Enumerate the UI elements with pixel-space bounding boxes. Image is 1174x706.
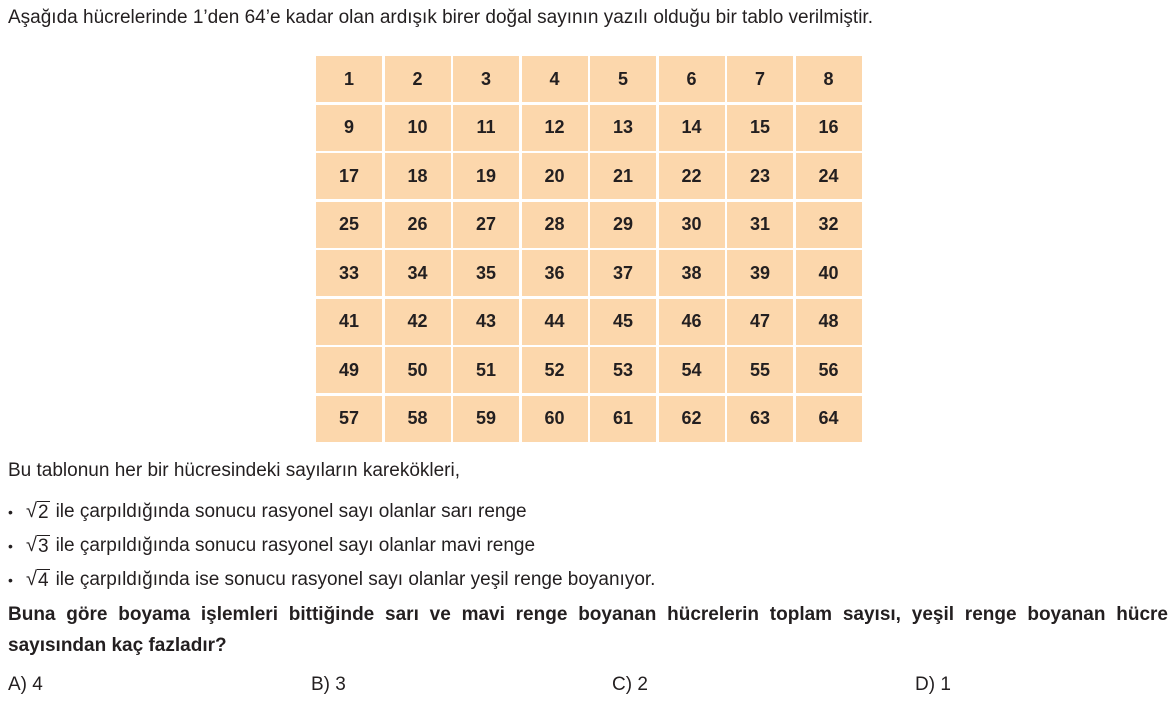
condition-item [8,529,655,563]
table-cell: 8 [796,56,862,102]
sqrt-expression [26,535,50,558]
table-cell: 1 [316,56,382,102]
table-cell: 44 [522,299,588,345]
number-table [316,56,862,442]
table-cell: 37 [590,250,656,296]
table-cell: 29 [590,202,656,248]
table-cell: 38 [659,250,725,296]
table-cell: 18 [385,153,451,199]
bullet-icon: • [8,538,13,554]
table-cell: 22 [659,153,725,199]
radicand: 2 [37,501,49,523]
radicand: 3 [37,535,49,557]
sqrt-expression [26,501,50,524]
table-cell: 60 [522,396,588,442]
table-cell: 52 [522,347,588,393]
condition-item [8,563,655,597]
option-d[interactable]: D) 1 [915,674,951,695]
sqrt-icon: √ [26,533,37,556]
table-cell: 24 [796,153,862,199]
table-cell: 47 [727,299,793,345]
table-cell: 62 [659,396,725,442]
table-cell: 25 [316,202,382,248]
table-cell: 48 [796,299,862,345]
condition-text: ile çarpıldığında sonucu rasyonel sayı olanlar mavi renge [55,535,536,556]
table-cell: 15 [727,105,793,151]
table-cell: 58 [385,396,451,442]
table-cell: 46 [659,299,725,345]
table-cell: 51 [453,347,519,393]
table-cell: 35 [453,250,519,296]
condition-list [8,495,655,597]
table-cell: 6 [659,56,725,102]
table-cell: 14 [659,105,725,151]
table-cell: 43 [453,299,519,345]
condition-item [8,495,655,529]
bullet-icon: • [8,572,13,588]
table-cell: 30 [659,202,725,248]
table-cell: 11 [453,105,519,151]
table-cell: 40 [796,250,862,296]
lead-text: Bu tablonun her bir hücresindeki sayıların karekökleri, [8,460,461,481]
table-cell: 64 [796,396,862,442]
table-cell: 28 [522,202,588,248]
option-b[interactable]: B) 3 [311,674,346,695]
table-cell: 2 [385,56,451,102]
table-cell: 10 [385,105,451,151]
table-cell: 54 [659,347,725,393]
table-cell: 45 [590,299,656,345]
table-cell: 16 [796,105,862,151]
sqrt-icon: √ [26,567,37,590]
sqrt-icon: √ [26,499,37,522]
table-cell: 61 [590,396,656,442]
table-cell: 7 [727,56,793,102]
table-cell: 50 [385,347,451,393]
table-cell: 56 [796,347,862,393]
question-text: Buna göre boyama işlemleri bittiğinde sarı ve mavi renge boyanan hücrelerin toplam sayısı, yeşil renge boyanan hücre sayısından kaç fazladır? [8,604,1168,656]
table-cell: 32 [796,202,862,248]
table-cell: 63 [727,396,793,442]
table-cell: 41 [316,299,382,345]
table-cell: 26 [385,202,451,248]
table-cell: 34 [385,250,451,296]
table-cell: 36 [522,250,588,296]
table-cell: 20 [522,153,588,199]
table-cell: 57 [316,396,382,442]
table-cell: 31 [727,202,793,248]
table-cell: 13 [590,105,656,151]
condition-text: ile çarpıldığında ise sonucu rasyonel sayı olanlar yeşil renge boyanıyor. [55,569,656,590]
table-cell: 21 [590,153,656,199]
table-cell: 9 [316,105,382,151]
table-cell: 27 [453,202,519,248]
table-cell: 42 [385,299,451,345]
table-cell: 12 [522,105,588,151]
bullet-icon: • [8,504,13,520]
table-cell: 5 [590,56,656,102]
table-cell: 3 [453,56,519,102]
table-cell: 59 [453,396,519,442]
table-cell: 49 [316,347,382,393]
option-c[interactable]: C) 2 [612,674,648,695]
table-cell: 55 [727,347,793,393]
table-cell: 23 [727,153,793,199]
table-cell: 19 [453,153,519,199]
table-cell: 39 [727,250,793,296]
option-a[interactable]: A) 4 [8,674,43,695]
sqrt-expression [26,569,50,592]
table-cell: 33 [316,250,382,296]
table-cell: 17 [316,153,382,199]
table-cell: 53 [590,347,656,393]
condition-text: ile çarpıldığında sonucu rasyonel sayı olanlar sarı renge [55,501,527,522]
intro-text: Aşağıda hücrelerinde 1’den 64’e kadar olan ardışık birer doğal sayının yazılı olduğu bir tablo verilmiştir. [8,7,873,28]
table-cell: 4 [522,56,588,102]
radicand: 4 [37,569,49,591]
